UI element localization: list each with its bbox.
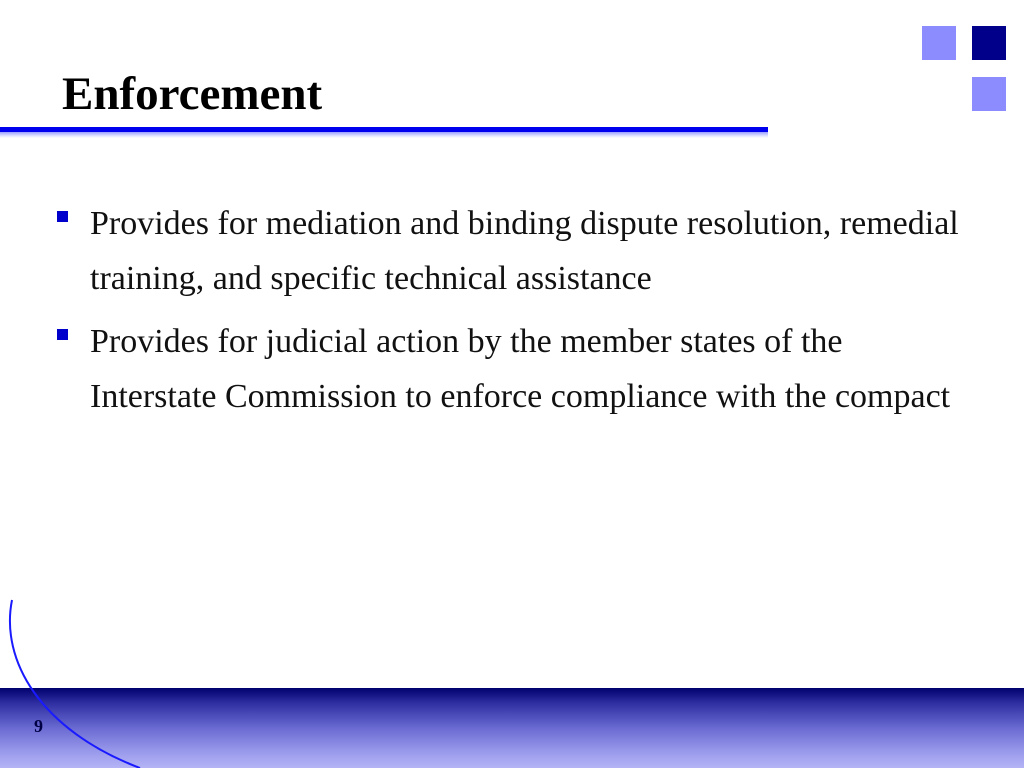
footer-band: [0, 688, 1024, 768]
bullet-item: [52, 196, 972, 306]
bullet-list: [52, 196, 972, 432]
page-number: 9: [34, 716, 43, 736]
slide-title: Enforcement: [62, 68, 323, 120]
square-bullet-icon: [57, 211, 68, 222]
decorative-square-light: [972, 77, 1006, 111]
decorative-square-light: [922, 26, 956, 60]
bullet-text: Provides for mediation and binding dispute resolution, remedial training, and specific technical assistance: [90, 205, 959, 297]
title-underline-shadow: [0, 132, 768, 138]
square-bullet-icon: [57, 329, 68, 340]
bullet-text: Provides for judicial action by the member states of the Interstate Commission to enforce compliance with the compact: [90, 323, 951, 415]
bullet-item: [52, 314, 972, 424]
decorative-square-dark: [972, 26, 1006, 60]
